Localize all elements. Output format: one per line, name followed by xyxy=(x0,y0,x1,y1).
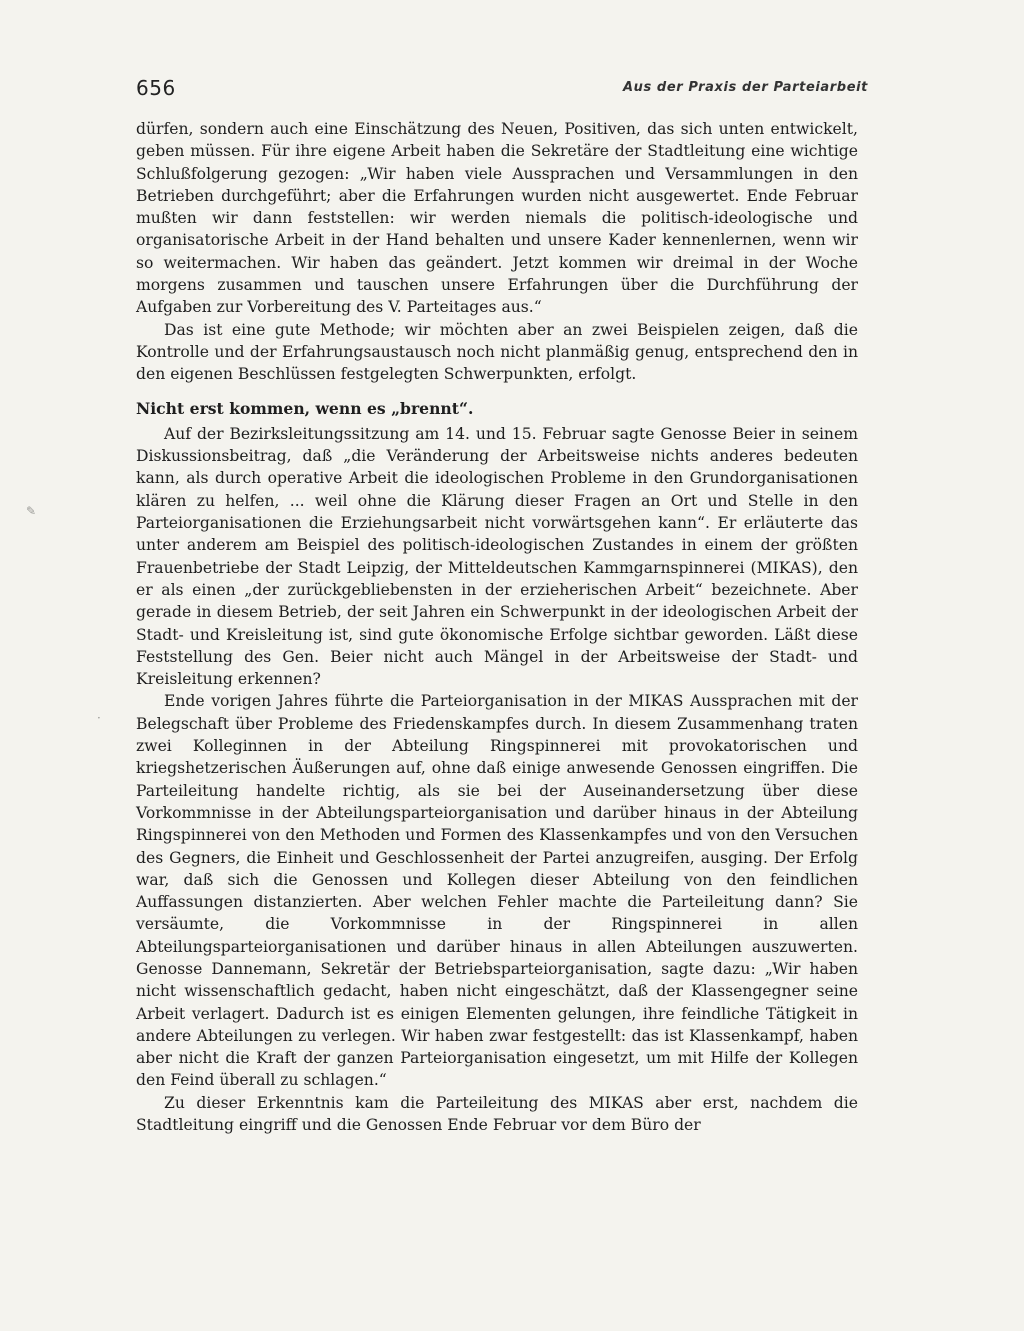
page-number: 656 xyxy=(136,76,176,100)
margin-smudge: ✎ xyxy=(26,504,37,518)
paragraph-2: Das ist eine gute Methode; wir möchten aber an zwei Beispielen zeigen, daß die Kontrolle und der Erfahrungsaustausch noch nicht planmäßig genug, entsprechend den in den eigenen Beschlüssen festgelegten Schwerpunkten, erfolgt. xyxy=(136,320,858,384)
paragraph-3: Auf der Bezirksleitungssitzung am 14. und 15. Februar sagte Genosse Beier in seinem Diskussionsbeitrag, daß „die Veränderung der Arbeitsweise nichts anderes bedeuten kann, als durch operative Arbeit die ideologischen Probleme in den Grundorganisationen klären zu helfen, ... weil ohne die Klärung dieser Fragen an Ort und Stelle in den Parteiorganisationen die Erziehungsarbeit nicht vorwärtsgehen kann“. Er erläuterte das unter anderem am Beispiel des politisch-ideologischen Zustandes in einem der größten Frauenbetriebe der Stadt Leipzig, der Mitteldeutschen Kammgarnspinnerei (MIKAS), den er als einen „der zurückgebliebensten in der erzieherischen Arbeit“ bezeichnete. Aber gerade in diesem Betrieb, der seit Jahren ein Schwerpunkt in der ideologischen Arbeit der Stadt- und Kreisleitung ist, sind gute ökonomische Erfolge sichtbar geworden. Läßt diese Feststellung des Gen. Beier nicht auch Mängel in der Arbeitsweise der Stadt- und Kreisleitung erkennen? xyxy=(136,424,858,689)
page-body xyxy=(136,118,858,1136)
page-header xyxy=(136,76,868,106)
margin-tick: · xyxy=(97,711,101,725)
paragraph-4: Ende vorigen Jahres führte die Parteiorganisation in der MIKAS Aussprachen mit der Belegschaft über Probleme des Friedenskampfes durch. In diesem Zusammenhang traten zwei Kolleginnen in der Abteilung Ringspinnerei mit provokatorischen und kriegshetzerischen Äußerungen auf, ohne daß einige anwesende Genossen eingriffen. Die Parteileitung handelte richtig, als sie bei der Auseinandersetzung über diese Vorkommnisse in der Abteilungsparteiorganisation und darüber hinaus in der Abteilung Ringspinnerei von den Methoden und Formen des Klassenkampfes und von den Versuchen des Gegners, die Einheit und Geschlossenheit der Partei anzugreifen, ausging. Der Erfolg war, daß sich die Genossen und Kollegen dieser Abteilung von den feindlichen Auffassungen distanzierten. Aber welchen Fehler machte die Parteileitung dann? Sie versäumte, die Vorkommnisse in der Ringspinnerei in allen Abteilungsparteiorganisationen und darüber hinaus in allen Abteilungen auszuwerten. Genosse Dannemann, Sekretär der Betriebsparteiorganisation, sagte dazu: „Wir haben nicht wissenschaftlich gedacht, haben nicht eingeschätzt, daß der Klassengegner seine Arbeit verlagert. Dadurch ist es einigen Elementen gelungen, ihre feindliche Tätigkeit in andere Abteilungen zu verlegen. Wir haben zwar festgestellt: das ist Klassenkampf, haben aber nicht die Kraft der ganzen Parteiorganisation eingesetzt, um mit Hilfe der Kollegen den Feind überall zu schlagen.“ xyxy=(136,692,858,1090)
paragraph-5: Zu dieser Erkenntnis kam die Parteileitung des MIKAS aber erst, nachdem die Stadtleitung eingriff und die Genossen Ende Februar vor dem Büro der xyxy=(136,1093,858,1135)
paragraph-1: dürfen, sondern auch eine Einschätzung des Neuen, Positiven, das sich unten entwickelt, geben müssen. Für ihre eigene Arbeit haben die Sekretäre der Stadtleitung eine wichtige Schlußfolgerung gezogen: „Wir haben viele Aussprachen und Versammlungen in den Betrieben durchgeführt; aber die Erfahrungen wurden nicht ausgewertet. Ende Februar mußten wir dann feststellen: wir werden niemals die politisch-ideologische und organisatorische Arbeit in der Hand behalten und unsere Kader kennenlernen, wenn wir so weitermachen. Wir haben das geändert. Jetzt kommen wir dreimal in der Woche morgens zusammen und tauschen unsere Erfahrungen über die Durchführung der Aufgaben zur Vorbereitung des V. Parteitages aus.“ xyxy=(136,120,858,317)
section-heading: Nicht erst kommen, wenn es „brennt“. xyxy=(136,398,474,418)
running-head: Aus der Praxis der Parteiarbeit xyxy=(622,80,868,95)
